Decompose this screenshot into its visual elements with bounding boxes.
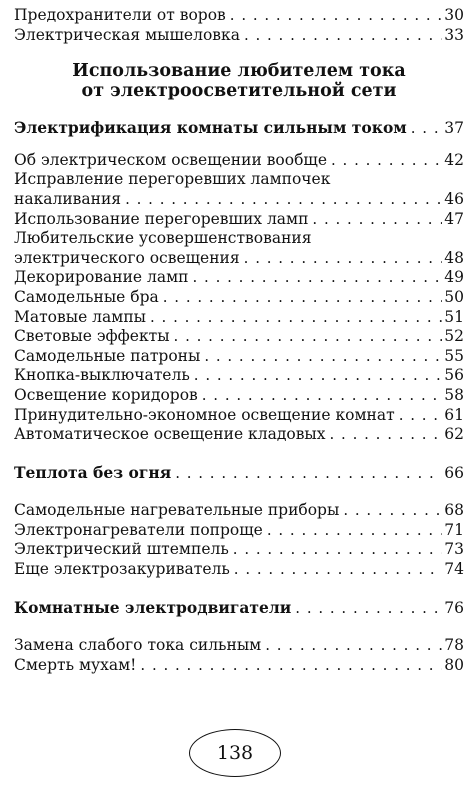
toc-entry-page: 68	[444, 501, 464, 520]
toc-entry-label: Самодельные бра	[14, 287, 159, 306]
toc-entry-wrapped-line	[14, 229, 464, 249]
toc-leader-dots	[194, 366, 442, 386]
toc-entry-label: Об электрическом освещении вообще	[14, 150, 328, 169]
toc-entry	[14, 386, 464, 406]
toc-entry-page: 51	[444, 307, 464, 326]
toc-leader-dots	[295, 599, 442, 619]
toc-leader-dots	[244, 249, 443, 269]
toc-leader-dots	[411, 119, 443, 139]
toc-entry-label: Освещение коридоров	[14, 385, 198, 404]
toc-leader-dots	[343, 501, 442, 521]
toc-entry-label: Электрический штемпель	[14, 540, 229, 559]
toc-leader-dots	[265, 636, 442, 656]
toc-entry-label: Кнопка-выключатель	[14, 366, 190, 385]
toc-entry-label: Смерть мухам!	[14, 655, 137, 674]
toc-entry	[14, 210, 464, 230]
toc-entry-page: 61	[444, 405, 464, 424]
toc-entry-label: Самодельные нагревательные приборы	[14, 501, 340, 520]
toc-leader-dots	[233, 540, 442, 560]
toc-leader-dots	[331, 151, 442, 171]
toc-leader-dots	[193, 268, 443, 288]
toc-entry	[14, 521, 464, 541]
toc-group-title	[14, 463, 464, 484]
toc-entry-label: Самодельные патроны	[14, 346, 201, 365]
toc-leader-dots	[230, 6, 442, 26]
toc-entry-label-line1: Любительские усовершенствования	[14, 229, 312, 248]
toc-entry-label: Электронагреватели попроще	[14, 520, 263, 539]
page-number	[189, 729, 281, 777]
toc-entry	[14, 6, 464, 26]
toc-entry	[14, 656, 464, 676]
toc-entry	[14, 501, 464, 521]
toc-leader-dots	[267, 521, 442, 541]
toc-leader-dots	[174, 327, 443, 347]
toc-group-title-page: 37	[444, 119, 464, 138]
toc-entry	[14, 366, 464, 386]
toc-entry-wrapped-line	[14, 170, 464, 190]
toc-group-title-label: Теплота без огня	[14, 462, 172, 482]
toc-entry-page: 50	[444, 287, 464, 306]
toc-leader-dots	[202, 386, 443, 406]
toc-entry-label: Декорирование ламп	[14, 268, 189, 287]
toc-leader-dots	[330, 425, 443, 445]
toc-entry-page: 42	[444, 150, 464, 169]
toc-entry-label: Матовые лампы	[14, 307, 146, 326]
toc-entry	[14, 190, 464, 210]
toc-entry	[14, 560, 464, 580]
toc-entry	[14, 26, 464, 46]
toc-entry	[14, 151, 464, 171]
toc-entry-page: 56	[444, 366, 464, 385]
toc-leader-dots	[234, 560, 442, 580]
toc-entry-page: 52	[444, 327, 464, 346]
toc-leader-dots	[204, 347, 442, 367]
toc-entry-label: электрического освещения	[14, 248, 240, 267]
toc-entry-label: Принудительно-экономное освещение комнат	[14, 405, 395, 424]
toc-leader-dots	[399, 406, 443, 426]
toc-entry-label: Световые эффекты	[14, 327, 170, 346]
toc-leader-dots	[312, 210, 442, 230]
toc-entry	[14, 327, 464, 347]
toc-entry-label: Электрическая мышеловка	[14, 25, 240, 44]
toc-entry-label: Замена слабого тока сильным	[14, 636, 262, 655]
toc-entry	[14, 347, 464, 367]
toc-group-title-label: Электрификация комнаты сильным током	[14, 118, 407, 138]
toc-entry	[14, 249, 464, 269]
toc-entry	[14, 406, 464, 426]
toc-group-title-label: Комнатные электродвигатели	[14, 597, 292, 617]
table-of-contents	[14, 6, 464, 675]
toc-entry-page: 48	[444, 248, 464, 267]
toc-entry-page: 46	[444, 189, 464, 208]
toc-entry	[14, 268, 464, 288]
toc-entry	[14, 425, 464, 445]
toc-entry-page: 73	[444, 540, 464, 559]
toc-leader-dots	[163, 288, 443, 308]
toc-entry-page: 49	[444, 268, 464, 287]
toc-leader-dots	[140, 656, 442, 676]
toc-entry-page: 78	[444, 636, 464, 655]
toc-entry-page: 58	[444, 385, 464, 404]
toc-leader-dots	[244, 26, 442, 46]
toc-leader-dots	[125, 190, 442, 210]
toc-entry	[14, 636, 464, 656]
toc-entry-page: 33	[444, 25, 464, 44]
toc-entry-label: накаливания	[14, 189, 122, 208]
toc-entry	[14, 288, 464, 308]
toc-group-title	[14, 598, 464, 619]
toc-group-title	[14, 118, 464, 139]
toc-entry-page: 80	[444, 655, 464, 674]
toc-entry-label: Использование перегоревших ламп	[14, 209, 309, 228]
toc-entry-label-line1: Исправление перегоревших лампочек	[14, 170, 331, 189]
toc-entry-page: 30	[444, 6, 464, 24]
toc-entry-label: Автоматическое освещение кладовых	[14, 425, 326, 444]
toc-entry-page: 74	[444, 560, 464, 579]
toc-entry-page: 47	[444, 209, 464, 228]
toc-leader-dots	[150, 308, 442, 328]
toc-group-title-page: 76	[444, 598, 464, 617]
section-heading-line1: Использование любителем тока	[72, 61, 406, 82]
toc-entry-label: Еще электрозакуриватель	[14, 560, 230, 579]
toc-entry	[14, 308, 464, 328]
toc-entry-label: Предохранители от воров	[14, 6, 226, 24]
section-heading	[14, 61, 464, 101]
section-heading-line2: от электроосветительной сети	[81, 81, 397, 102]
toc-entry	[14, 540, 464, 560]
toc-entry-page: 71	[444, 520, 464, 539]
toc-leader-dots	[175, 464, 442, 484]
toc-entry-page: 62	[444, 425, 464, 444]
toc-group-title-page: 66	[444, 463, 464, 482]
page-number-text: 138	[216, 742, 254, 764]
toc-entry-page: 55	[444, 346, 464, 365]
